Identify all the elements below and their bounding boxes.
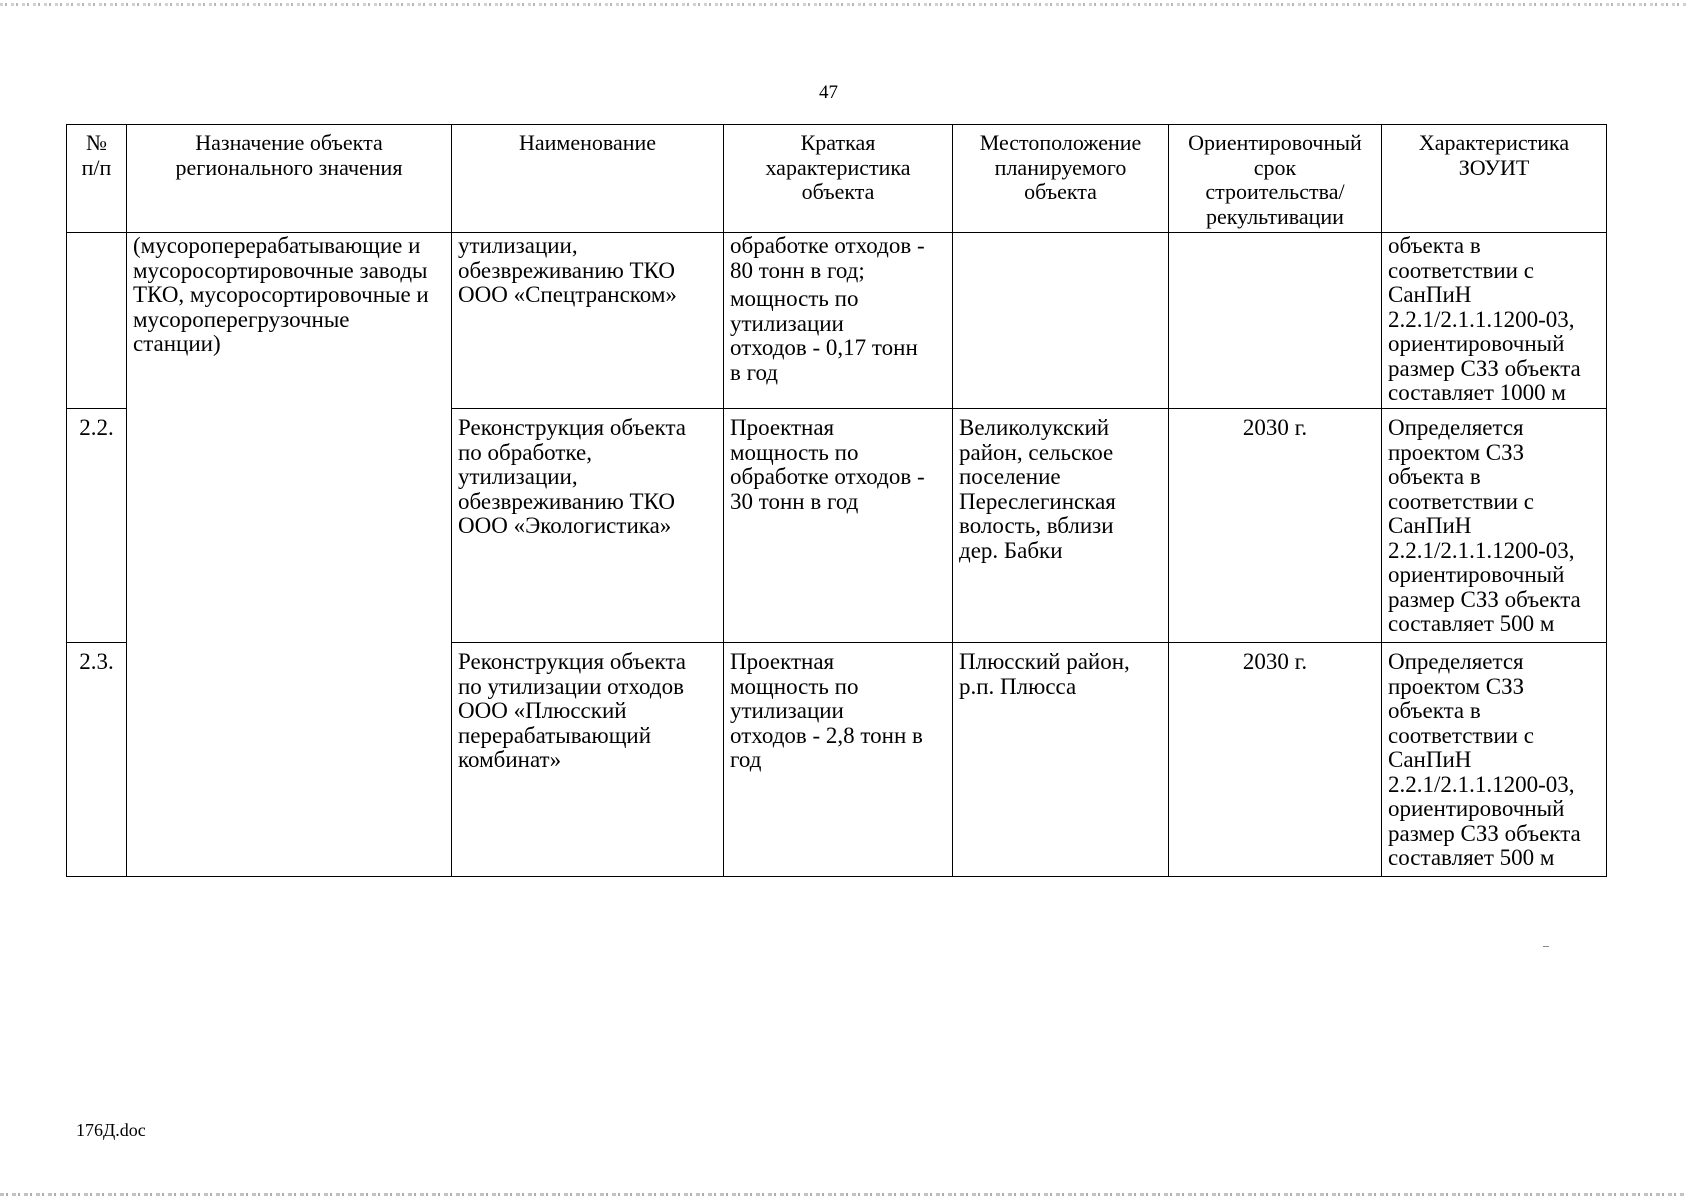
footer-filename: 176Д.doc: [76, 1120, 146, 1140]
brief-cell: [724, 643, 953, 877]
text-line: Характеристика: [1418, 130, 1570, 155]
brief-cell: [724, 409, 953, 643]
text-line: комбинат»: [458, 747, 562, 772]
text-line: мусоросортировочные заводы: [133, 257, 428, 283]
text-line: 2.2.1/2.1.1.1200-03,: [1388, 306, 1575, 332]
text-line: по обработке,: [458, 439, 592, 465]
location-cell: [953, 643, 1169, 877]
table-header-row: [67, 125, 1607, 233]
text-line: мусороперегрузочные: [133, 306, 350, 332]
scan-edge-top: [0, 3, 1686, 6]
text-line: ООО «Плюсский: [458, 698, 627, 723]
text-line: Великолукский: [959, 415, 1110, 440]
text-line: (мусороперерабатывающие и: [133, 233, 421, 258]
text-line: перерабатывающий: [458, 722, 652, 748]
text-line: обезвреживанию ТКО: [458, 257, 675, 283]
text-line: утилизации: [730, 698, 844, 723]
objects-table: [66, 124, 1607, 877]
text-line: характеристика: [765, 154, 911, 180]
zouit-cell: [1382, 409, 1607, 643]
header-term: [1169, 125, 1382, 233]
header-brief: [724, 125, 953, 233]
text-line: ООО «Спецтранском»: [458, 282, 677, 307]
text-line: Краткая: [800, 130, 876, 155]
term-cell: 2030 г.: [1169, 409, 1382, 643]
text-line: проектом СЗЗ: [1388, 673, 1525, 699]
text-line: отходов - 2,8 тонн в: [730, 722, 923, 748]
text-line: ТКО, мусоросортировочные и: [133, 282, 429, 307]
text-line: соответствии с: [1388, 488, 1534, 514]
brief-part-a: [730, 234, 946, 283]
text-line: ЗОУИТ: [1458, 154, 1530, 180]
text-line: проектом СЗЗ: [1388, 439, 1525, 465]
text-line: Ориентировочный: [1188, 130, 1362, 155]
location-cell: [953, 409, 1169, 643]
text-line: рекультивации: [1206, 203, 1344, 229]
text-line: волость, вблизи: [959, 513, 1114, 538]
location-cell: [953, 233, 1169, 409]
text-line: объекта: [1024, 179, 1097, 204]
text-line: обработке отходов -: [730, 464, 925, 489]
text-line: соответствии с: [1388, 257, 1534, 283]
text-line: утилизации: [730, 310, 844, 336]
text-line: Реконструкция объекта: [458, 649, 687, 674]
name-cell: [452, 643, 724, 877]
text-line: размер СЗЗ объекта: [1388, 355, 1581, 381]
table-row: [67, 233, 1607, 409]
text-line: станции): [133, 331, 221, 356]
text-line: в год: [730, 359, 779, 385]
zouit-cell: [1382, 233, 1607, 409]
brief-part-b: [730, 287, 946, 385]
text-line: Проектная: [730, 649, 835, 674]
text-line: СанПиН: [1388, 513, 1472, 538]
header-purpose: [127, 125, 452, 233]
text-line: год: [730, 747, 762, 772]
row-number: 2.2.: [67, 409, 127, 643]
text-line: 2.2.1/2.1.1.1200-03,: [1388, 537, 1575, 563]
text-line: п/п: [81, 154, 112, 180]
header-zouit: [1382, 125, 1607, 233]
header-location: [953, 125, 1169, 233]
text-line: регионального значения: [175, 154, 403, 180]
text-line: район, сельское: [959, 439, 1114, 465]
text-line: Переслегинская: [959, 488, 1116, 514]
text-line: дер. Бабки: [959, 537, 1063, 563]
name-cell: [452, 409, 724, 643]
text-line: Определяется: [1388, 415, 1524, 440]
text-line: 80 тонн в год;: [730, 257, 865, 283]
text-line: №: [86, 130, 107, 155]
text-line: обезвреживанию ТКО: [458, 488, 675, 514]
text-line: обработке отходов -: [730, 233, 925, 258]
text-line: отходов - 0,17 тонн: [730, 335, 918, 360]
text-line: составляет 500 м: [1388, 611, 1555, 636]
text-line: поселение: [959, 464, 1061, 489]
purpose-cell: [127, 233, 452, 877]
text-line: размер СЗЗ объекта: [1388, 586, 1581, 612]
text-line: утилизации,: [458, 464, 578, 489]
text-line: Реконструкция объекта: [458, 415, 687, 440]
text-line: составляет 500 м: [1388, 845, 1555, 870]
text-line: Назначение объекта: [195, 130, 383, 155]
text-line: утилизации,: [458, 233, 578, 258]
text-line: по утилизации отходов: [458, 673, 684, 699]
text-line: объекта в: [1388, 464, 1481, 489]
text-line: ООО «Экологистика»: [458, 513, 672, 538]
row-number: [67, 233, 127, 409]
scan-edge-bottom: [0, 1193, 1686, 1196]
header-name: [452, 125, 724, 233]
text-line: планируемого: [994, 154, 1127, 180]
text-line: мощность по: [730, 673, 859, 699]
text-line: мощность по: [730, 439, 859, 465]
scan-speck: [1543, 946, 1549, 947]
text-line: Наименование: [518, 130, 657, 155]
text-line: объекта в: [1388, 233, 1481, 258]
text-line: строительства/: [1205, 179, 1345, 204]
term-cell: [1169, 233, 1382, 409]
text-line: 2.2.1/2.1.1.1200-03,: [1388, 771, 1575, 797]
header-number: [67, 125, 127, 233]
term-cell: 2030 г.: [1169, 643, 1382, 877]
text-line: ориентировочный: [1388, 562, 1565, 587]
text-line: 30 тонн в год: [730, 488, 859, 514]
text-line: мощность по: [730, 286, 859, 311]
row-number: 2.3.: [67, 643, 127, 877]
page-number: 47: [819, 82, 838, 103]
zouit-cell: [1382, 643, 1607, 877]
text-line: размер СЗЗ объекта: [1388, 820, 1581, 846]
text-line: объекта: [801, 179, 875, 204]
text-line: ориентировочный: [1388, 331, 1565, 356]
text-line: Определяется: [1388, 649, 1524, 674]
text-line: Проектная: [730, 415, 835, 440]
text-line: Плюсский район,: [959, 649, 1130, 674]
text-line: объекта в: [1388, 698, 1481, 723]
text-line: составляет 1000 м: [1388, 380, 1566, 405]
text-line: срок: [1253, 154, 1297, 180]
text-line: р.п. Плюсса: [959, 673, 1077, 699]
text-line: СанПиН: [1388, 747, 1472, 772]
text-line: Местоположение: [979, 130, 1142, 155]
name-cell: [452, 233, 724, 409]
brief-cell: [724, 233, 953, 409]
text-line: ориентировочный: [1388, 796, 1565, 821]
text-line: СанПиН: [1388, 282, 1472, 307]
text-line: соответствии с: [1388, 722, 1534, 748]
